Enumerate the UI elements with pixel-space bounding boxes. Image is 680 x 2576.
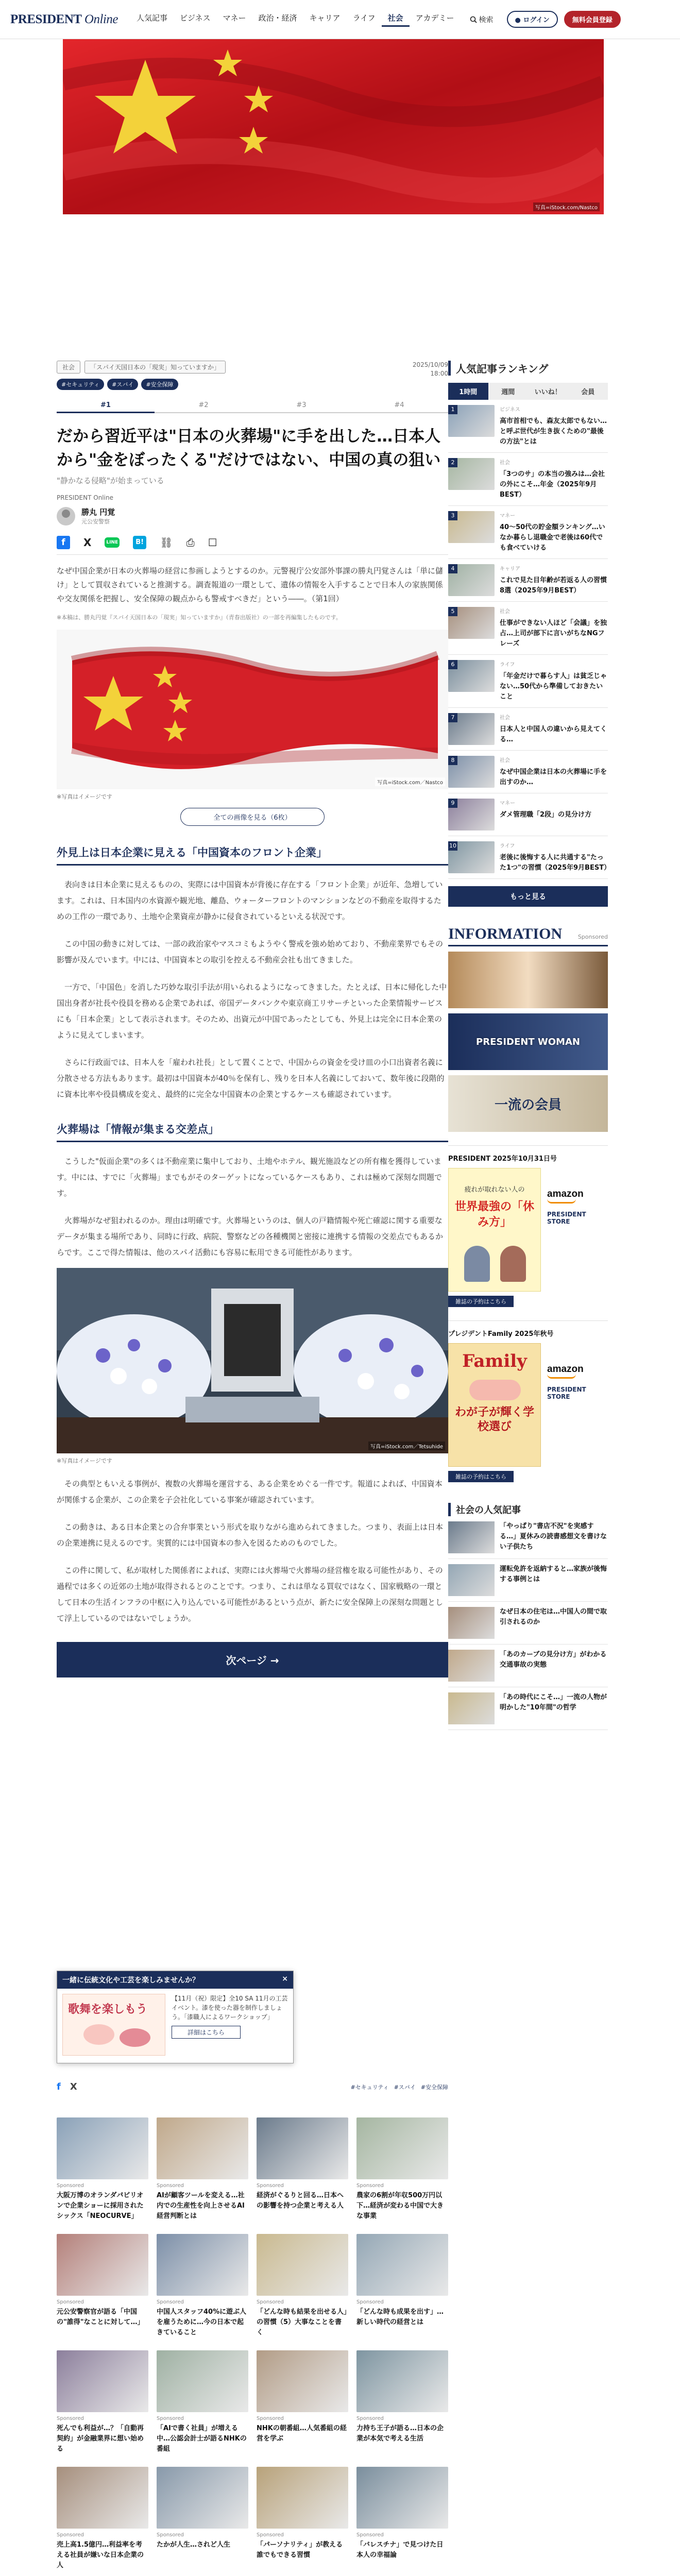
main-nav (130, 12, 461, 27)
nav-item-society[interactable]: 社会 (382, 12, 410, 27)
popular-thumbnail (448, 1692, 495, 1724)
nav-item-popular[interactable]: 人気記事 (136, 13, 167, 23)
sponsored-title: 「バレスチナ」で見つけた日本人の幸福論 (356, 2541, 444, 2559)
sponsored-card[interactable] (57, 2467, 148, 2571)
tag-spy[interactable]: #スパイ (107, 379, 138, 390)
share-bar (57, 536, 448, 555)
information-block (448, 925, 608, 1730)
popular-society-block (448, 1503, 608, 1730)
sponsored-grid (57, 2117, 448, 2571)
facebook-icon[interactable]: f (57, 2081, 61, 2092)
sponsored-thumbnail (157, 2234, 248, 2296)
ranking-item[interactable] (448, 836, 611, 879)
information-title: INFORMATION (448, 925, 563, 942)
ranking-text: マネー 40～50代の貯金額ランキング…いなか暮らし退職金で老後は60代でも食べていける (500, 511, 608, 553)
sponsored-meta: Sponsored (57, 2299, 84, 2305)
paragraph: 一方で、「中国色」を消した巧妙な取引手法が用いられるようになってきました。たとえば、日本に帰化した中国出身者が社長や役員を務める企業であれば、帝国データバンクや東京商工リサーチといった企業情報サービスにも「日本企業」として表示されます。そのため、出資元が中国であったとしても、外見上は完全に日本企業のように見えてしまいます。 (57, 982, 447, 1040)
page-tab-4[interactable]: #4 (394, 401, 404, 409)
popular-thumbnail (448, 1607, 495, 1639)
funeral-photo-drawing (57, 1268, 448, 1453)
page-tabs (57, 401, 448, 413)
president-store-link[interactable]: PRESIDENT STORE (547, 1386, 586, 1400)
tag-national-security[interactable]: #安全保障 (420, 2083, 448, 2091)
sponsored-thumbnail (257, 2234, 348, 2296)
figure-1-caption: ※写真はイメージです (57, 793, 112, 800)
ranking-category: 社会 (500, 460, 510, 466)
popup-body (57, 1989, 293, 2061)
site-logo[interactable]: PRESIDENT Online (10, 12, 118, 26)
next-page-label: 次ページ (226, 1654, 267, 1667)
magazine-1-subtitle: 疲れが取れない人の (464, 1186, 525, 1194)
sponsored-meta: Sponsored (157, 2416, 184, 2421)
sponsored-card[interactable] (356, 2467, 448, 2571)
login-button[interactable] (507, 11, 558, 28)
author-role: 元公安警察 (81, 518, 110, 525)
sponsored-card[interactable] (257, 2117, 348, 2222)
ranking-item[interactable] (448, 453, 608, 506)
ranking-more-button[interactable]: もっと見る (448, 886, 608, 907)
sponsored-thumbnail (157, 2117, 248, 2179)
popup-detail-button[interactable]: 詳細はこちら (172, 2026, 241, 2039)
ranking-number: 6 (448, 660, 457, 669)
ranking-item[interactable] (448, 400, 608, 453)
next-page-button[interactable] (57, 1642, 448, 1677)
paragraph: この件に関して、私が取材した関係者によれば、実際には火葬場で火葬場の経営権を取る可能性があり、その過程では多くの近郊の土地が取得されるとのことです。つまり、これは単なる買収ではなく、国家戦略の一環として日本の生活インフラの中枢に入り込んでいる可能性があるという点が、新たに安全保障上の深刻な問題として浮上しているのではないでしょうか。 (57, 1566, 444, 1623)
ranking-item[interactable] (448, 506, 608, 559)
sponsored-meta: Sponsored (356, 2299, 384, 2305)
sponsored-thumbnail (57, 2467, 148, 2529)
ranking-list (448, 400, 611, 879)
ranking-number: 10 (448, 841, 457, 851)
info-banner-ichiryu-label: 一流の会員 (494, 1097, 562, 1113)
magazine-block-1 (448, 1145, 608, 1307)
tag-list (57, 379, 448, 390)
sponsored-card[interactable] (157, 2234, 248, 2338)
paragraph: さらに行政面では、日本人を「雇われ社長」として置くことで、中国からの資金を受け皿の小口出資者名義に分散させる方法もあります。最初は中国資本が40％を保有し、残りを日本人名義にしておいて、数年後に段階的に資本比率や役員構成を変え、最終的に完全な中国資本の企業とするケースも確認されています。 (57, 1058, 445, 1099)
sponsored-meta: Sponsored (157, 2299, 184, 2305)
magazine-2-title: わが子が輝く学校選び (454, 1406, 534, 1433)
nav-item-business[interactable]: ビジネス (179, 13, 211, 23)
sponsored-label: Sponsored (577, 934, 608, 940)
x-icon[interactable]: X (70, 2081, 77, 2092)
sponsored-meta: Sponsored (57, 2416, 84, 2421)
sponsored-meta: Sponsored (356, 2183, 384, 2189)
sidebar (448, 361, 611, 1730)
ranking-tabs (448, 383, 608, 400)
ranking-number: 1 (448, 405, 457, 414)
sponsored-meta: Sponsored (257, 2532, 284, 2538)
ranking-item[interactable] (448, 602, 608, 655)
sponsored-title: AIが顧客ツールを変える…社内での生産性を向上させるAI経営判断とは (157, 2192, 245, 2220)
ranking-text: 社会 「3つのサ」の本当の強みは…会社の外にこそ…年金（2025年9月BEST） (500, 458, 608, 500)
popular-thumbnail (448, 1650, 495, 1682)
sponsored-card[interactable] (356, 2350, 448, 2454)
publish-date-time: 18:00 (430, 370, 448, 377)
sponsored-meta: Sponsored (356, 2532, 384, 2538)
sponsored-thumbnail (57, 2234, 148, 2296)
sponsored-card[interactable] (157, 2350, 248, 2454)
ranking-category: マネー (500, 513, 515, 519)
ranking-category: マネー (500, 801, 515, 806)
sponsored-thumbnail (356, 2117, 448, 2179)
popular-society-title: 社会の人気記事 (448, 1503, 608, 1516)
sponsored-title: NHKの朝番組…人気番組の経営を学ぶ (257, 2425, 347, 2443)
print-icon[interactable]: ⎙ (186, 536, 195, 549)
popular-text: 「あの時代にこそ…」一流の人物が明かした"10年間"の哲学 (500, 1693, 607, 1711)
event-popup (57, 1971, 294, 2063)
sponsored-title: 「AIで書く社員」が増える中…公認会計士が語るNHKの番組 (157, 2425, 247, 2453)
sponsored-title: 中国人スタッフ40%に遊ぶ人を雇うために…今の日本で起きていること (157, 2308, 247, 2336)
link-copy-icon[interactable]: ⛓ (160, 536, 173, 549)
sponsored-meta: Sponsored (157, 2183, 184, 2189)
nav-item-academy[interactable]: アカデミー (415, 13, 454, 23)
publisher-label: PRESIDENT Online (57, 494, 113, 501)
magazine-1-label: PRESIDENT 2025年10月31日号 (448, 1155, 557, 1163)
ranking-tab-week[interactable]: 週間 (488, 383, 529, 400)
ranking-category: ライフ (500, 662, 515, 668)
sponsored-card[interactable] (157, 2117, 248, 2222)
sponsored-title: 死んでも利益が…？「自動再契約」が金融業界に想い始める (57, 2425, 144, 2453)
magazine-2-preorder[interactable]: 雑誌の予約はこちら (448, 1471, 514, 1482)
popup-image-text: 歌舞を楽しもう (68, 2003, 148, 2016)
popular-text: 「やっぱり"書店不況"を実感する…」夏休みの読書感想文を書けない子供たち (500, 1522, 607, 1551)
magazine-2-cover[interactable]: Family わが子が輝く学校選び (448, 1343, 541, 1467)
ranking-item[interactable] (448, 655, 608, 708)
close-icon[interactable]: × (282, 1975, 288, 1983)
ranking-text: ライフ 老後に後悔する人に共通する"たった1つ"の習慣（2025年9月BEST） (500, 841, 608, 873)
facebook-icon[interactable]: f (57, 536, 70, 549)
login-label: ログイン (523, 16, 550, 24)
sponsored-title: 力持ち王子が語る…日本の企業が本気で考える生活 (356, 2425, 444, 2443)
ranking-text: 社会 なぜ中国企業は日本の火葬場に手を出すのか… (500, 756, 608, 788)
sponsored-thumbnail (257, 2117, 348, 2179)
sponsored-card[interactable] (257, 2234, 348, 2338)
china-flag-image (63, 39, 604, 214)
paragraph: この動きは、ある日本企業との合弁事業という形式を取りながら進められてきました。つまり、表面上は日本の企業連携に見えるのです。実質的には中国資本の参入を図るためのものでした。 (57, 1522, 444, 1548)
page-tab-1[interactable]: #1 (57, 401, 155, 413)
amazon-link[interactable]: amazon (547, 1189, 608, 1204)
ranking-text: ライフ 「年金だけで暮らす人」は貧乏じゃない…50代から準備しておきたいこと (500, 660, 608, 702)
view-all-images-button[interactable]: 全ての画像を見る（6枚） (180, 808, 325, 826)
nav-item-politics[interactable]: 政治・経済 (258, 13, 297, 23)
paragraph: その典型ともいえる事例が、複数の火葬場を運営する、ある企業をめぐる一件です。報道によれば、中国資本が関係する企業が、この企業を子会社化している事案が確認されています。 (57, 1479, 443, 1504)
ranking-category: 社会 (500, 609, 510, 615)
bottom-tag-list (350, 2083, 448, 2091)
magazine-1-cover[interactable] (448, 1168, 541, 1292)
amazon-link[interactable]: amazon (547, 1364, 608, 1379)
hero-credit: 写真=iStock.com/Nastco (533, 202, 600, 211)
ranking-item[interactable] (448, 793, 608, 836)
sponsored-thumbnail (356, 2234, 448, 2296)
ranking-tab-members[interactable]: 会員 (568, 383, 608, 400)
sponsored-thumbnail (57, 2117, 148, 2179)
breadcrumb-category[interactable]: 社会 (57, 361, 80, 374)
sponsored-card[interactable] (356, 2117, 448, 2222)
author-avatar (57, 507, 75, 526)
sponsored-thumbnail (257, 2467, 348, 2529)
ranking-text: キャリア これで見た目年齢が若返る人の習慣8選（2025年9月BEST） (500, 564, 608, 596)
sponsored-thumbnail (257, 2350, 348, 2412)
author-name: 勝丸 円覚 (81, 507, 115, 517)
president-store-link[interactable]: PRESIDENT STORE (547, 1211, 586, 1225)
article-lead: なぜ中国企業が日本の火葬場の経営に参画しようとするのか。元警視庁公安部外事課の勝丸円覚さんは「単に儲け」として買収されていると推測する。調査報道の一環として、遺体の情報を入手することで日本人の家族関係や交友関係を把握し、安全保障の観点からも警戒すべきだ」という――。（第1回） (57, 566, 444, 603)
ranking-number: 5 (448, 607, 457, 616)
author[interactable] (57, 506, 448, 526)
popup-image[interactable] (62, 1994, 165, 2056)
publish-date-day: 2025/10/09 (412, 361, 448, 368)
sponsored-card[interactable] (356, 2234, 448, 2338)
popup-header (57, 1971, 293, 1989)
section-heading-1: 外見上は日本企業に見える「中国資本のフロント企業」 (57, 844, 448, 866)
nav-item-life[interactable]: ライフ (352, 13, 376, 23)
sponsored-meta: Sponsored (57, 2183, 84, 2189)
figure-1-credit: 写真=iStock.com／Nastco (375, 777, 445, 786)
ranking-category: ビジネス (500, 407, 520, 413)
sponsored-meta: Sponsored (356, 2416, 384, 2421)
site-header (0, 0, 680, 39)
search-icon (470, 16, 477, 23)
ranking-number: 2 (448, 458, 457, 467)
popular-society-list (448, 1516, 608, 1730)
ranking-category: 社会 (500, 758, 510, 764)
bookmark-icon[interactable]: ☐ (208, 536, 217, 549)
search-label: 検索 (479, 15, 494, 24)
sponsored-thumbnail (57, 2350, 148, 2412)
search-button[interactable] (470, 14, 494, 25)
breadcrumb (57, 361, 448, 374)
sponsored-card[interactable] (157, 2467, 248, 2571)
hero-image (63, 39, 604, 214)
sponsored-title: たかが人生…されど人生 (157, 2541, 231, 2549)
popular-thumbnail (448, 1521, 495, 1553)
sponsored-title: 「どんな時も成果を出す」…新しい時代の経営とは (356, 2308, 444, 2326)
ranking-number: 7 (448, 713, 457, 722)
popular-text: 運転免許を返納すると…家族が後悔する事例とは (500, 1565, 607, 1583)
paragraph: 表向きは日本企業に見えるものの、実際には中国資本が背後に存在する「フロント企業」が近年、急増しています。これは、日本国内の水資源や観光地、離島、ウォーターフロントのマンションなどの不動産を取得するための工作の一環であり、土地や企業資産が静かに侵食されているといえる状況です。 (57, 880, 443, 921)
ranking-number: 9 (448, 799, 457, 808)
ranking-number: 8 (448, 756, 457, 765)
ranking-category: ライフ (500, 843, 515, 849)
tag-spy[interactable]: #スパイ (394, 2083, 416, 2091)
ranking-category: 社会 (500, 715, 510, 721)
sponsored-card[interactable] (57, 2234, 148, 2338)
page-tab-3[interactable]: #3 (296, 401, 307, 409)
magazine-2-label: プレジデントFamily 2025年秋号 (448, 1330, 554, 1338)
tag-national-security[interactable]: #安全保障 (141, 379, 178, 390)
ranking-number: 3 (448, 511, 457, 520)
ranking-tab-likes[interactable]: いいね！ (528, 383, 568, 400)
arrow-right-icon: → (270, 1654, 279, 1667)
x-icon[interactable]: X (83, 536, 92, 549)
popular-society-item[interactable] (448, 1559, 608, 1602)
sponsored-meta: Sponsored (257, 2416, 284, 2421)
section-heading-2: 火葬場は「情報が集まる交差点」 (57, 1121, 448, 1142)
sponsored-card[interactable] (57, 2350, 148, 2454)
sponsored-meta: Sponsored (257, 2299, 284, 2305)
paragraph: この中国の動きに対しては、一部の政治家やマスコミもようやく警戒を強め始めており、不動産業界でもその影響が及んでいます。中には、中国資本との取引を控える不動産会社も出てきました。 (57, 939, 444, 964)
info-banner-women[interactable] (448, 1013, 608, 1070)
magazine-block-2 (448, 1320, 608, 1482)
figure-2 (57, 1268, 448, 1465)
popular-society-item[interactable] (448, 1516, 608, 1559)
sponsored-title: 農家の6割が年収500万円以下…経済が変わる中国で大きな事業 (356, 2192, 444, 2220)
popular-society-item[interactable] (448, 1687, 608, 1730)
popular-society-item[interactable] (448, 1645, 608, 1687)
flag-photo[interactable] (57, 630, 448, 789)
sponsored-title: 売上高1.5億円…利益率を考える社員が嫌いな日本企業の人 (57, 2541, 144, 2569)
source-note: ※本稿は、勝丸円覚『スパイ天国日本の「現実」知っていますか』（青春出版社）の一部を再編集したものです。 (57, 614, 342, 621)
popup-text: 【11月（祝）限定】全10 SA 11月の工芸イベント。漆を使った器を制作しましょう。「漆職人によるワークショップ」 (172, 1995, 288, 2021)
breadcrumb-series[interactable]: 「スパイ天国日本の「現実」知っていますか」 (84, 361, 226, 374)
ranking-category: キャリア (500, 566, 520, 572)
ranking-item[interactable] (448, 559, 608, 602)
line-icon[interactable]: LINE (105, 537, 120, 548)
register-button[interactable]: 無料会員登録 (564, 11, 621, 28)
sponsored-thumbnail (356, 2467, 448, 2529)
article-main (57, 361, 448, 1677)
ranking-item[interactable] (448, 751, 608, 793)
sponsored-card[interactable] (257, 2467, 348, 2571)
magazine-1-preorder[interactable]: 雑誌の予約はこちら (448, 1296, 514, 1307)
popular-text: 「あのカーブの見分け方」がわかる交通事故の実態 (500, 1651, 607, 1669)
figure-2-credit: 写真=iStock.com／Tetsuhide (368, 1442, 445, 1450)
sponsored-meta: Sponsored (57, 2532, 84, 2538)
article-title: だから習近平は"日本の火葬場"に手を出した…日本人から"金をぼったくる"だけではない、中国の真の狙い (57, 427, 441, 469)
hatena-icon[interactable]: B! (133, 536, 146, 549)
info-banner-1[interactable] (448, 952, 608, 1008)
ranking-tab-hour[interactable]: 1時間 (448, 383, 488, 400)
sponsored-title: 元公安警察官が語る「中国の"誰得"なことに対して…」 (57, 2308, 144, 2326)
sponsored-meta: Sponsored (157, 2532, 184, 2538)
popup-title: 一緒に伝統文化や工芸を楽しみませんか？ (62, 1976, 199, 1985)
figure-1 (57, 630, 448, 826)
sponsored-thumbnail (157, 2467, 248, 2529)
article-subtitle: "静かなる侵略"が始まっている (57, 476, 164, 485)
popular-thumbnail (448, 1564, 495, 1596)
paragraph: 火葬場がなぜ狙われるのか。理由は明確です。火葬場というのは、個人の戸籍情報や死亡確認に関する重要なデータが集まる場所であり、同時に行政、病院、警察などの各種機関と密接に連携する情報の交差点でもあるからです。ここで得た情報は、他のスパイ活動にも容易に転用できる可能性があります。 (57, 1216, 444, 1257)
tag-security[interactable]: #セキュリティ (57, 379, 104, 390)
popular-text: なぜ日本の住宅は…中国人の間で取引されるのか (500, 1608, 607, 1626)
nav-item-money[interactable]: マネー (223, 13, 246, 23)
ranking-number: 4 (448, 564, 457, 573)
flag-photo-drawing (57, 630, 448, 789)
sponsored-thumbnail (356, 2350, 448, 2412)
sponsored-title: 経済がぐるりと回る…日本への影響を持つ企業と考える人 (257, 2192, 344, 2210)
ranking-text: 社会 日本人と中国人の違いから見えてくる… (500, 713, 608, 745)
magazine-1-title: 世界最強の「休み方」 (454, 1200, 534, 1229)
tag-security[interactable]: #セキュリティ (350, 2083, 389, 2091)
figure-2-caption: ※写真はイメージです (57, 1458, 112, 1464)
user-icon: ● (515, 16, 521, 24)
ranking-item[interactable] (448, 708, 608, 751)
sponsored-title: 大阪万博のオランダパビリオンで企業ショーに採用されたシックス「NEOCURVE」 (57, 2192, 144, 2220)
information-heading (448, 925, 608, 946)
ranking-text: マネー ダメ管理職「2段」の見分け方 (500, 799, 591, 831)
info-banner-ichiryu[interactable] (448, 1075, 608, 1132)
sponsored-meta: Sponsored (257, 2183, 284, 2189)
sponsored-thumbnail (157, 2350, 248, 2412)
sponsored-title: 「パーソナリティ」が教える誰でもできる習慣 (257, 2541, 343, 2559)
sponsored-title: 「どんな時も結果を出せる人」の習慣（5）大事なことを書く (257, 2308, 347, 2336)
bottom-share-bar (57, 2081, 448, 2092)
nav-item-career[interactable]: キャリア (309, 13, 341, 23)
ranking-text: 社会 仕事ができない人ほど「会議」を独占…上司が部下に言いがちなNGフレーズ (500, 607, 608, 649)
popular-society-item[interactable] (448, 1602, 608, 1645)
paragraph: こうした"仮面企業"の多くは不動産業に集中しており、土地やホテル、観光施設などの所有権を獲得しています。中には、すでに「火葬場」までもがそのターゲットになっているケースもあり、これは極めて深刻な問題です。 (57, 1157, 442, 1198)
page-tab-2[interactable]: #2 (198, 401, 209, 409)
sponsored-card[interactable] (257, 2350, 348, 2454)
publish-date (413, 361, 448, 378)
ranking-text: ビジネス 高市首相でも、森友太郎でもない…と呼ぶ世代が生き抜くための"最後の方法"とは (500, 405, 608, 447)
funeral-photo[interactable] (57, 1268, 448, 1453)
author-box (57, 494, 448, 526)
sponsored-card[interactable] (57, 2117, 148, 2222)
info-banner-women-label: PRESIDENT WOMAN (476, 1036, 580, 1047)
ranking-title: 人気記事ランキング (448, 361, 608, 376)
